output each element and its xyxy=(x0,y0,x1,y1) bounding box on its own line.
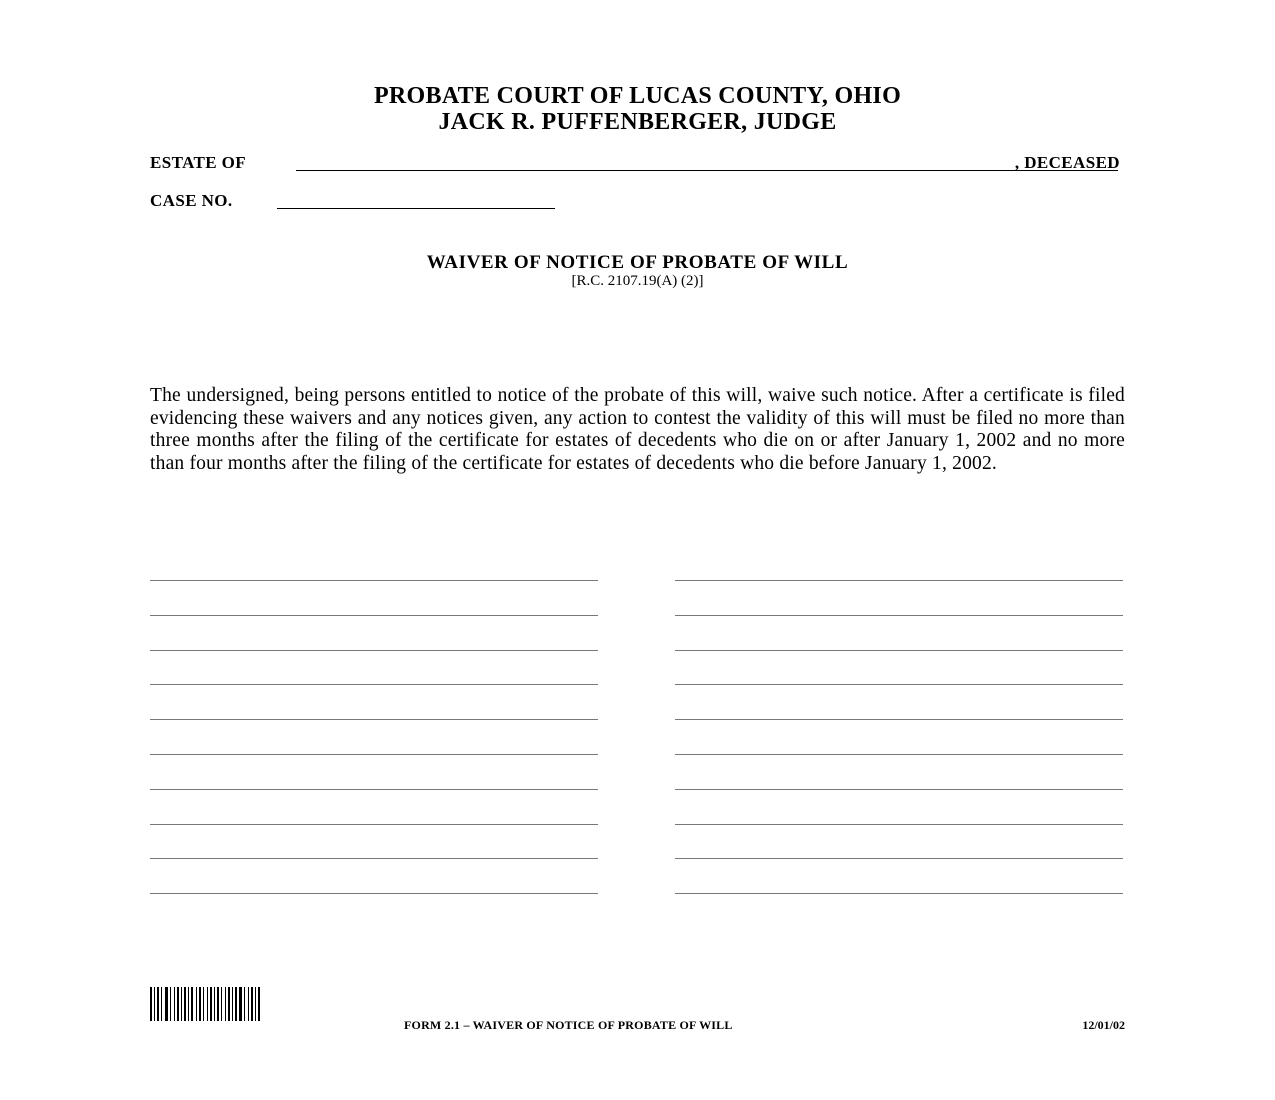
court-title: PROBATE COURT OF LUCAS COUNTY, OHIO xyxy=(373,83,902,109)
signature-line[interactable] xyxy=(150,615,598,616)
signature-line[interactable] xyxy=(675,650,1123,651)
case-number-field[interactable] xyxy=(277,208,555,209)
signature-line[interactable] xyxy=(150,719,598,720)
statute-reference: [R.C. 2107.19(A) (2)] xyxy=(571,273,704,289)
signature-line[interactable] xyxy=(675,824,1123,825)
deceased-label: , DECEASED xyxy=(1014,153,1120,172)
signature-line[interactable] xyxy=(675,684,1123,685)
signature-line[interactable] xyxy=(675,789,1123,790)
signature-line[interactable] xyxy=(150,858,598,859)
signature-line[interactable] xyxy=(150,789,598,790)
signature-line[interactable] xyxy=(150,754,598,755)
estate-of-row xyxy=(150,151,1120,175)
waiver-paragraph: The undersigned, being persons entitled to notice of the probate of this will, waive such notice. After a certificate is filed evidencing these waivers and any notices given, any action to contest the validity of this will must be filed no more than three months after the filing of the certificate for estates of decedents who die on or after January 1, 2002 and no more than four months after the filing of the certificate for estates of decedents who die before January 1, 2002. xyxy=(150,385,1125,475)
form-title: WAIVER OF NOTICE OF PROBATE OF WILL xyxy=(426,252,849,273)
signature-line[interactable] xyxy=(675,615,1123,616)
signature-line[interactable] xyxy=(150,580,598,581)
signature-line[interactable] xyxy=(150,893,598,894)
estate-of-label: ESTATE OF xyxy=(150,153,247,172)
footer-form-label: FORM 2.1 – WAIVER OF NOTICE OF PROBATE OF WILL xyxy=(404,1018,733,1032)
signature-line[interactable] xyxy=(150,650,598,651)
signature-line[interactable] xyxy=(675,858,1123,859)
signature-line[interactable] xyxy=(150,824,598,825)
footer-revision-date: 12/01/02 xyxy=(1082,1018,1125,1032)
signature-line[interactable] xyxy=(675,893,1123,894)
judge-name: JACK R. PUFFENBERGER, JUDGE xyxy=(438,109,837,135)
barcode xyxy=(150,987,322,1021)
signature-line[interactable] xyxy=(150,684,598,685)
case-number-label: CASE NO. xyxy=(150,191,233,210)
signature-line[interactable] xyxy=(675,754,1123,755)
signature-line[interactable] xyxy=(675,719,1123,720)
estate-name-field[interactable] xyxy=(296,170,1118,171)
signature-line[interactable] xyxy=(675,580,1123,581)
case-number-row xyxy=(150,190,570,214)
